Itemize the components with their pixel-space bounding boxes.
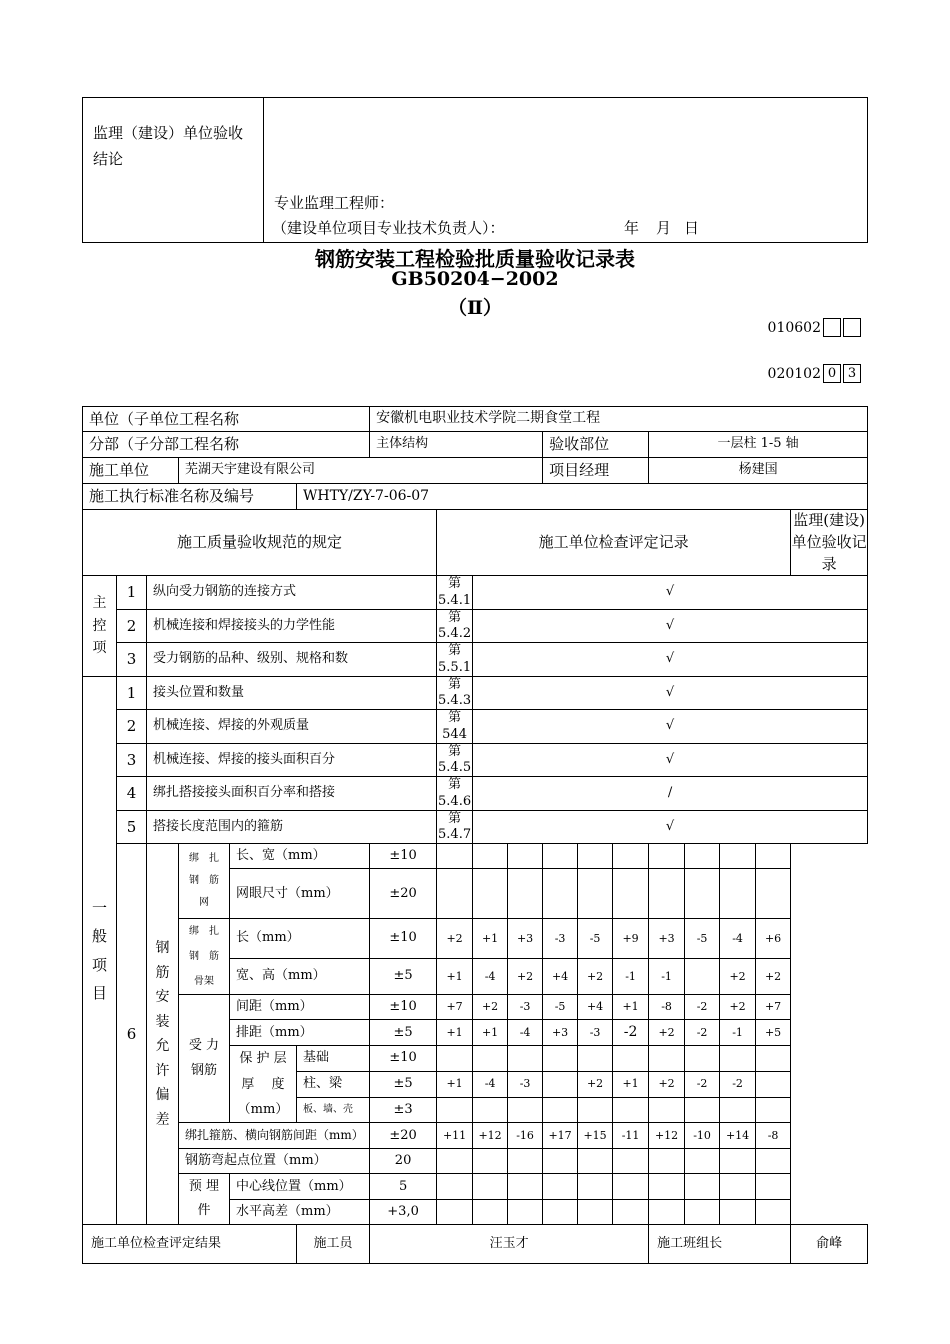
tolerance-item: 板、墙、壳	[297, 1097, 370, 1122]
general-items-label: 一 般 项 目	[83, 676, 117, 1225]
tolerance-item: 长（mm）	[230, 919, 370, 959]
item-desc: 机械连接、焊接的外观质量	[147, 710, 437, 744]
measured	[649, 869, 685, 919]
measured	[473, 1046, 508, 1071]
measured	[649, 1149, 685, 1174]
unit-value: 安徽机电职业技术学院二期食堂工程	[370, 407, 868, 432]
tolerance-value: ±5	[370, 1020, 437, 1046]
item-check: /	[473, 777, 868, 811]
main-control-label: 主 控 项	[83, 576, 117, 677]
measured	[578, 1046, 613, 1071]
measured	[578, 844, 613, 869]
measured	[613, 1174, 649, 1200]
measured: -1	[649, 958, 685, 994]
leader-name: 俞峰	[791, 1225, 868, 1264]
item-check: √	[473, 676, 868, 710]
info-row-division	[83, 432, 868, 458]
measured	[508, 1046, 543, 1071]
tolerance-row	[83, 1174, 868, 1200]
measured	[543, 1174, 578, 1200]
cage-label: 绑 扎 钢 筋 骨架	[179, 919, 230, 995]
result-label: 施工单位检查评定结果	[83, 1225, 297, 1264]
measured: +14	[720, 1123, 756, 1149]
tolerance-value: ±5	[370, 1071, 437, 1097]
measured: -5	[543, 995, 578, 1020]
code-prefix: 020102	[767, 365, 821, 382]
measured	[473, 844, 508, 869]
engineer-label: 专业监理工程师：	[274, 194, 395, 212]
table-row	[83, 710, 868, 744]
measured: +17	[543, 1123, 578, 1149]
measured	[613, 869, 649, 919]
table-row	[83, 743, 868, 777]
supervisor-blank	[791, 844, 868, 1225]
measured	[756, 1097, 791, 1122]
measured	[685, 844, 720, 869]
measured	[756, 1046, 791, 1071]
measured	[649, 1174, 685, 1200]
measured: +1	[437, 1020, 473, 1046]
tolerance-item: 中心线位置（mm）	[230, 1174, 370, 1200]
info-row-contractor	[83, 458, 868, 484]
tolerance-item: 排距（mm）	[230, 1020, 370, 1046]
measured: +15	[578, 1123, 613, 1149]
division-value: 主体结构	[370, 432, 543, 458]
measured: -3	[543, 919, 578, 959]
measured	[685, 869, 720, 919]
measured	[578, 1174, 613, 1200]
measured	[508, 1200, 543, 1225]
record-code-1	[768, 318, 861, 337]
measured: +7	[437, 995, 473, 1020]
inspection-record-table	[82, 406, 868, 1264]
measured	[437, 1046, 473, 1071]
measured	[578, 1149, 613, 1174]
item-no: 5	[117, 810, 147, 844]
item-check: √	[473, 609, 868, 643]
location-value: 一层柱 1-5 轴	[649, 432, 868, 458]
tolerance-value: +3,0	[370, 1200, 437, 1225]
tolerance-value: ±10	[370, 844, 437, 869]
owner-rep-label: （建设单位项目专业技术负责人）：	[272, 219, 505, 237]
division-label: 分部（子分部工程名称	[83, 432, 370, 458]
measured: +3	[543, 1020, 578, 1046]
tolerance-item: 宽、高（mm）	[230, 958, 370, 994]
tolerance-value: ±10	[370, 1046, 437, 1071]
measured: -8	[756, 1123, 791, 1149]
tolerance-row	[83, 995, 868, 1020]
tolerance-value: ±5	[370, 958, 437, 994]
tolerance-item: 钢筋弯起点位置（mm）	[179, 1149, 370, 1174]
measured: +2	[473, 995, 508, 1020]
measured	[473, 1097, 508, 1122]
item-check: √	[473, 576, 868, 610]
measured: +2	[578, 958, 613, 994]
measured: +1	[437, 958, 473, 994]
measured: -3	[508, 1071, 543, 1097]
measured	[685, 1200, 720, 1225]
tolerance-value: ±10	[370, 995, 437, 1020]
measured	[508, 1174, 543, 1200]
info-row-standard	[83, 484, 868, 510]
measured: +2	[649, 1020, 685, 1046]
measured	[649, 1097, 685, 1122]
item-clause: 第 5.4.6	[438, 777, 472, 809]
measured: -2	[685, 1020, 720, 1046]
tolerance-value: 20	[370, 1149, 437, 1174]
measured: -11	[613, 1123, 649, 1149]
unit-label: 单位（子单位工程名称	[83, 407, 370, 432]
code-box	[843, 318, 861, 337]
measured: +4	[578, 995, 613, 1020]
measured: +12	[649, 1123, 685, 1149]
cover-label: 保 护 层 厚 度 （mm）	[230, 1046, 297, 1123]
measured: +2	[578, 1071, 613, 1097]
tolerance-value: ±20	[370, 1123, 437, 1149]
tolerance-row	[83, 1149, 868, 1174]
tolerance-row	[83, 844, 868, 869]
measured	[508, 1097, 543, 1122]
measured	[473, 1149, 508, 1174]
measured	[756, 844, 791, 869]
tolerance-value: ±10	[370, 919, 437, 959]
measured	[613, 1046, 649, 1071]
tolerance-item: 网眼尺寸（mm）	[230, 869, 370, 919]
measured: -4	[508, 1020, 543, 1046]
measured	[720, 844, 756, 869]
tolerance-no: 6	[117, 844, 147, 1225]
rebar-label: 受 力 钢筋	[179, 995, 230, 1123]
measured	[685, 958, 720, 994]
item-check: √	[473, 710, 868, 744]
measured	[437, 1200, 473, 1225]
measured	[649, 1200, 685, 1225]
measured	[720, 869, 756, 919]
measured: -2	[685, 995, 720, 1020]
item-no: 1	[117, 576, 147, 610]
item-desc: 搭接长度范围内的箍筋	[147, 810, 437, 844]
measured	[756, 1174, 791, 1200]
measured	[685, 1174, 720, 1200]
measured: +7	[756, 995, 791, 1020]
measured	[649, 1046, 685, 1071]
tolerance-group-label: 钢 筋 安 装 允 许 偏 差	[147, 844, 179, 1225]
measured: +6	[756, 919, 791, 959]
measured: +2	[508, 958, 543, 994]
worker-label: 施工员	[297, 1225, 370, 1264]
tolerance-value: ±20	[370, 869, 437, 919]
item-no: 3	[117, 743, 147, 777]
measured: -1	[720, 1020, 756, 1046]
item-desc: 受力钢筋的品种、级别、规格和数	[147, 643, 437, 677]
measured: +1	[613, 1071, 649, 1097]
measured: +1	[437, 1071, 473, 1097]
measured	[720, 1200, 756, 1225]
measured	[578, 1200, 613, 1225]
item-clause: 第 5.4.1	[438, 576, 472, 608]
measured: +3	[649, 919, 685, 959]
code-box	[823, 318, 841, 337]
form-part: （Ⅱ）	[447, 297, 502, 319]
embed-label: 预 埋 件	[179, 1174, 230, 1225]
leader-label: 施工班组长	[649, 1225, 791, 1264]
measured	[649, 844, 685, 869]
code-prefix: 010602	[767, 319, 821, 336]
measured: +9	[613, 919, 649, 959]
item-desc: 机械连接、焊接的接头面积百分	[147, 743, 437, 777]
measured	[720, 1174, 756, 1200]
measured	[437, 1149, 473, 1174]
measured: +2	[756, 958, 791, 994]
measured: -16	[508, 1123, 543, 1149]
measured: +12	[473, 1123, 508, 1149]
tolerance-item: 柱、梁	[297, 1071, 370, 1097]
contractor-record-header: 施工单位检查评定记录	[437, 510, 791, 576]
item-clause: 第 5.4.3	[438, 676, 472, 708]
table-row	[83, 777, 868, 811]
contractor-label: 施工单位	[83, 458, 179, 484]
measured	[578, 869, 613, 919]
tolerance-row	[83, 919, 868, 959]
standard-code: GB50204−2002	[391, 268, 559, 290]
measured	[756, 1200, 791, 1225]
item-no: 3	[117, 643, 147, 677]
measured: +1	[473, 919, 508, 959]
footer-row	[83, 1225, 868, 1264]
tolerance-value: 5	[370, 1174, 437, 1200]
measured: +2	[720, 995, 756, 1020]
standard-value: WHTY/ZY-7-06-07	[297, 484, 868, 510]
item-desc: 纵向受力钢筋的连接方式	[147, 576, 437, 610]
item-desc: 绑扎搭接接头面积百分率和搭接	[147, 777, 437, 811]
supervision-conclusion-table	[82, 97, 868, 243]
measured: +4	[543, 958, 578, 994]
measured	[685, 1097, 720, 1122]
manager-value: 杨建国	[649, 458, 868, 484]
measured	[543, 844, 578, 869]
supervision-conclusion-label: 监理（建设）单位验收结论	[83, 98, 264, 243]
measured	[756, 869, 791, 919]
item-check: √	[473, 810, 868, 844]
measured	[437, 1097, 473, 1122]
supervisor-record-header: 监理(建设)单位验收记录	[791, 510, 868, 576]
measured: +11	[437, 1123, 473, 1149]
item-clause: 第 544	[437, 710, 473, 744]
tolerance-item: 绑扎箍筋、横向钢筋间距（mm）	[179, 1123, 370, 1149]
measured: -2	[720, 1071, 756, 1097]
measured	[756, 1071, 791, 1097]
measured	[473, 869, 508, 919]
item-no: 2	[117, 710, 147, 744]
measured: +5	[756, 1020, 791, 1046]
measured: +2	[720, 958, 756, 994]
code-box: 3	[843, 364, 861, 383]
measured: -4	[720, 919, 756, 959]
date-year: 年	[624, 219, 640, 237]
measured: -3	[508, 995, 543, 1020]
measured	[543, 1071, 578, 1097]
measured: +1	[473, 1020, 508, 1046]
location-label: 验收部位	[543, 432, 649, 458]
measured	[685, 1149, 720, 1174]
spec-header: 施工质量验收规范的规定	[83, 510, 437, 576]
measured: -4	[473, 958, 508, 994]
record-code-2	[768, 364, 861, 383]
table-row	[83, 576, 868, 610]
measured: -4	[473, 1071, 508, 1097]
item-check: √	[473, 743, 868, 777]
measured	[756, 1149, 791, 1174]
measured	[437, 844, 473, 869]
measured	[543, 1200, 578, 1225]
date-day: 日	[684, 219, 700, 237]
measured	[613, 844, 649, 869]
measured: -2	[613, 1020, 649, 1046]
item-clause: 第 5.4.5	[438, 743, 472, 775]
item-desc: 机械连接和焊接接头的力学性能	[147, 609, 437, 643]
info-row-unit	[83, 407, 868, 432]
date-month: 月	[656, 219, 672, 237]
measured: -8	[649, 995, 685, 1020]
standard-label: 施工执行标准名称及编号	[83, 484, 297, 510]
measured	[685, 1046, 720, 1071]
measured	[473, 1200, 508, 1225]
measured: -10	[685, 1123, 720, 1149]
measured	[473, 1174, 508, 1200]
measured	[543, 869, 578, 919]
measured	[508, 1149, 543, 1174]
worker-name: 汪玉才	[370, 1225, 649, 1264]
measured	[543, 1046, 578, 1071]
tolerance-value: ±3	[370, 1097, 437, 1122]
item-check: √	[473, 643, 868, 677]
table-row	[83, 810, 868, 844]
measured	[543, 1097, 578, 1122]
measured: +1	[613, 995, 649, 1020]
measured: +2	[437, 919, 473, 959]
measured	[578, 1097, 613, 1122]
form-title: 钢筋安装工程检验批质量验收记录表	[315, 247, 635, 271]
net-label: 绑 扎 钢 筋 网	[179, 844, 230, 919]
table-row	[83, 676, 868, 710]
tolerance-item: 基础	[297, 1046, 370, 1071]
measured	[508, 869, 543, 919]
tolerance-item: 间距（mm）	[230, 995, 370, 1020]
measured	[437, 1174, 473, 1200]
measured	[720, 1097, 756, 1122]
item-no: 4	[117, 777, 147, 811]
measured	[613, 1200, 649, 1225]
tolerance-row	[83, 1123, 868, 1149]
tolerance-item: 长、宽（mm）	[230, 844, 370, 869]
measured: -1	[613, 958, 649, 994]
measured: -3	[578, 1020, 613, 1046]
measured: -5	[578, 919, 613, 959]
code-box: 0	[823, 364, 841, 383]
item-no: 2	[117, 609, 147, 643]
item-clause: 第 5.4.7	[438, 810, 472, 842]
item-desc: 接头位置和数量	[147, 676, 437, 710]
measured: +3	[508, 919, 543, 959]
measured: -5	[685, 919, 720, 959]
tolerance-item: 水平高差（mm）	[230, 1200, 370, 1225]
table-row	[83, 609, 868, 643]
measured	[613, 1097, 649, 1122]
measured	[437, 869, 473, 919]
item-clause: 第 5.5.1	[438, 643, 472, 675]
measured	[720, 1149, 756, 1174]
contractor-value: 芜湖天宇建设有限公司	[179, 458, 543, 484]
header-row	[83, 510, 868, 576]
manager-label: 项目经理	[543, 458, 649, 484]
supervision-conclusion-content	[264, 98, 868, 243]
measured: -2	[685, 1071, 720, 1097]
measured	[613, 1149, 649, 1174]
measured	[543, 1149, 578, 1174]
measured: +2	[649, 1071, 685, 1097]
item-clause: 第 5.4.2	[438, 609, 472, 641]
table-row	[83, 643, 868, 677]
item-no: 1	[117, 676, 147, 710]
measured	[720, 1046, 756, 1071]
measured	[508, 844, 543, 869]
